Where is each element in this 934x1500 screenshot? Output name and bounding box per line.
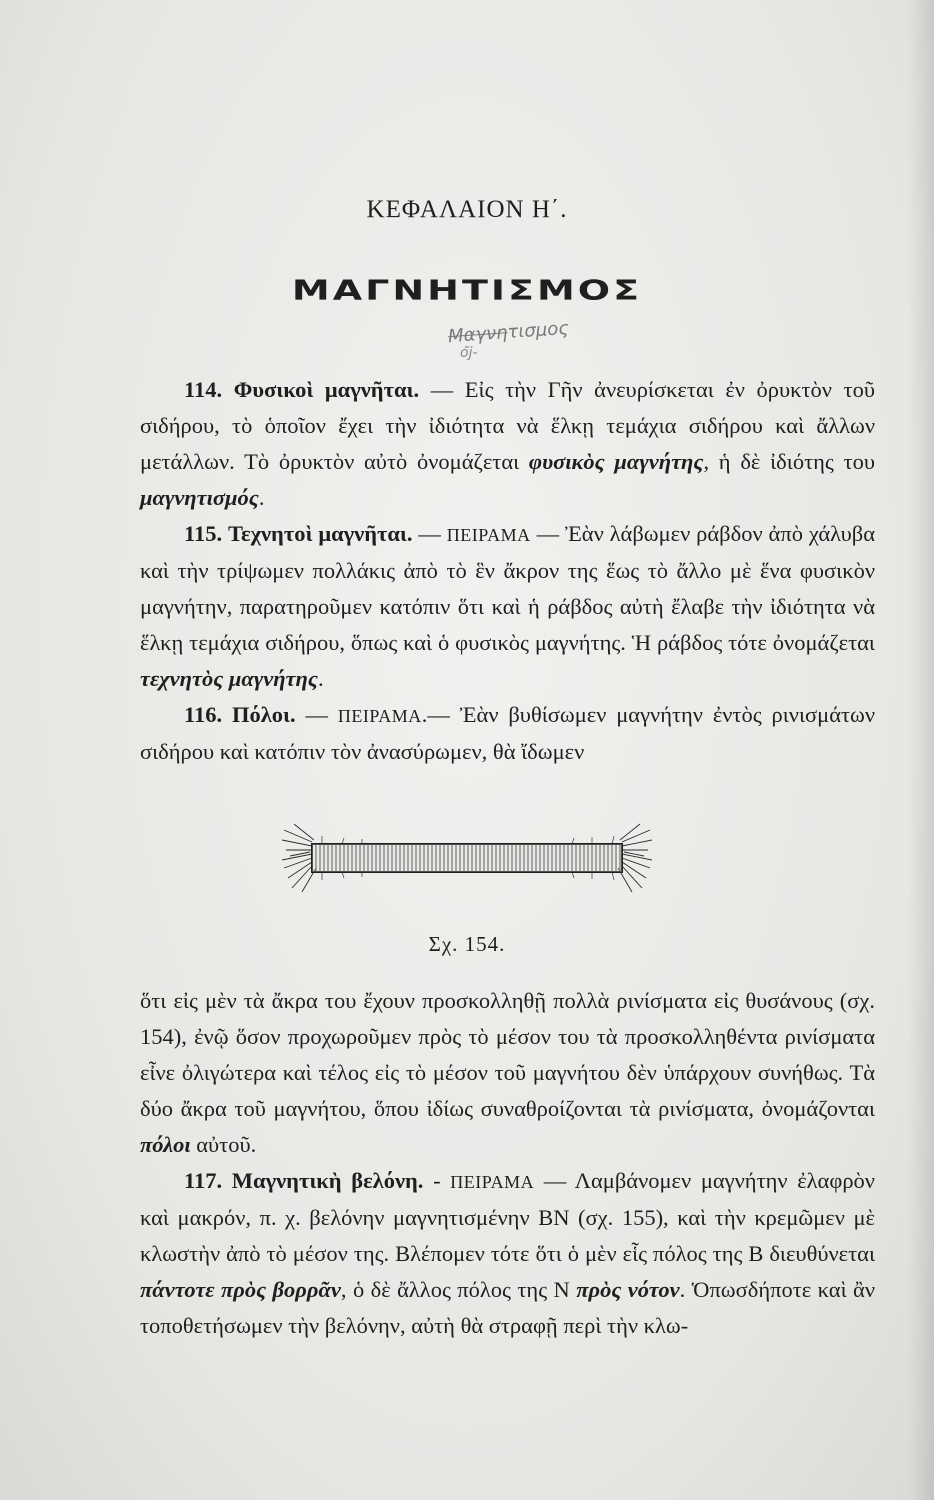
text-run: , ἡ δὲ ἰδιότης του [703,449,875,474]
handwritten-annotation [447,318,569,347]
text-run: — Εἰς τὴν Γῆν ἀνευρίσκεται ἐν ὀρυκτὸν τοῦ σιδήρου, τὸ ὁποῖον ἔχει τὴν ἰδιότητα νὰ ἕλκῃ τεμάχια σιδήρου καὶ ἄλλων μετάλλων. Τὸ ὀρυκτὸν αὐτὸ ὀνομάζεται [140,377,875,474]
magnet-iron-filings-figure [282,822,652,894]
section-heading: Φυσικοὶ μαγνῆται. [233,377,420,402]
figure-caption: Σχ. 154. [428,932,506,956]
filings-right-tuft [618,824,652,892]
section-number: 115. [184,521,223,546]
section-body [140,521,875,691]
page-title: ΜΑΓΝΗΤΙΣΜΟΣ [291,274,643,306]
emphasized-term: τεχνητὸς μαγνήτης [140,666,318,691]
experiment-label: ΠΕΙΡΑΜΑ [446,525,531,545]
page-gutter-shadow [908,0,934,1500]
section-number: 116. [184,702,223,727]
handwritten-text: τισμος [506,317,570,344]
emphasized-term: φυσικὸς μαγνήτης [528,449,704,474]
text-run: .— Ἐὰν βυθίσωμεν μαγνήτην ἐντὸς ρινισμάτων σιδήρου καὶ κατόπιν τὸν ἀνασύρωμεν, θὰ ἴδωμεν [140,702,876,764]
text-run: — [412,521,447,546]
filings-left-tuft [282,824,316,892]
handwritten-mark: ο̃ϳ- [460,345,478,361]
text-run: ὅτι εἰς μὲν τὰ ἄκρα του ἔχουν προσκολληθῇ πολλὰ ρινίσματα εἰς θυσάνους (σχ. 154), ἐνῷ ὅσον προχωροῦμεν πρὸς τὸ μέσον του τὰ προσκολληθέντα ρινίσματα εἶνε ὀλιγώτερα καὶ τέλος εἰς τὸ μέσον τοῦ μαγνήτου δὲν ὑπάρχουν συνήθως. Τὰ δύο ἄκρα τοῦ μαγνήτου, ὅπου ἰδίως συναθροίζονται τὰ ρινίσματα, ὀνομάζονται [140,988,875,1121]
text-run: . [258,485,265,510]
section-heading: Μαγνητικὴ βελόνη. [231,1168,424,1193]
paragraph-continuation [140,983,875,1163]
section-number: 114. [184,377,223,402]
section-body [140,1168,875,1338]
emphasized-term: πάντοτε πρὸς βορρᾶν [140,1277,341,1302]
experiment-label: ΠΕΙΡΑΜΑ [337,706,422,726]
handwritten-struck-text: Μαγνη [447,322,509,348]
section-117 [140,1163,875,1344]
text-block-upper [140,372,875,770]
section-116 [140,697,875,770]
text-run: — [295,702,338,727]
text-run: - [423,1168,451,1193]
text-run: — Λαμβάνομεν μαγνήτην ἐλαφρὸν καὶ μακρόν, π. χ. βελόνην μαγνητισμένην ΒΝ (σχ. 155), καὶ τὴν κρεμῶμεν μὲ κλωστὴν ἀπὸ τὸ μέσον της. Βλέπομεν τότε ὅτι ὁ μὲν εἷς πόλος της Β διευθύνεται [140,1168,875,1266]
section-115 [140,516,875,697]
emphasized-term: μαγνητισμός [140,485,259,510]
experiment-label: ΠΕΙΡΑΜΑ [450,1172,535,1192]
section-heading: Πόλοι. [232,702,296,727]
emphasized-term: πρὸς νότον [576,1277,680,1302]
chapter-heading: ΚΕΦΑΛΑΙΟΝ Η΄. [366,196,568,223]
emphasized-term: πόλοι [140,1132,191,1157]
text-run: αὐτοῦ. [190,1132,257,1157]
text-run: — Ἐὰν λάβωμεν ράβδον ἀπὸ χάλυβα καὶ τὴν τρίψωμεν πολλάκις ἀπὸ τὸ ἓν ἄκρον της ἕως τὸ ἄλλο μὲ ἕνα φυσικὸν μαγνήτην, παρατηροῦμεν κατόπιν ὅτι καὶ ἡ ράβδος αὐτὴ ἔλαβε τὴν ἰδιότητα νὰ ἕλκῃ τεμάχια σιδήρου, ὅπως καὶ ὁ φυσικὸς μαγνήτης. Ἡ ράβδος τότε ὀνομάζεται [140,521,875,655]
section-114 [140,372,875,516]
text-run: . Ὁπωσδήποτε καὶ ἂν τοποθετήσωμεν τὴν βελόνην, αὐτὴ θὰ στραφῇ περὶ τὴν κλω- [140,1277,876,1338]
section-heading: Τεχνητοὶ μαγνῆται. [228,521,413,546]
paragraph-body [140,988,875,1157]
section-number: 117. [184,1168,223,1193]
text-block-lower [140,983,875,1344]
text-run: , ὁ δὲ ἄλλος πόλος της Ν [340,1277,577,1302]
text-run: . [317,666,324,691]
